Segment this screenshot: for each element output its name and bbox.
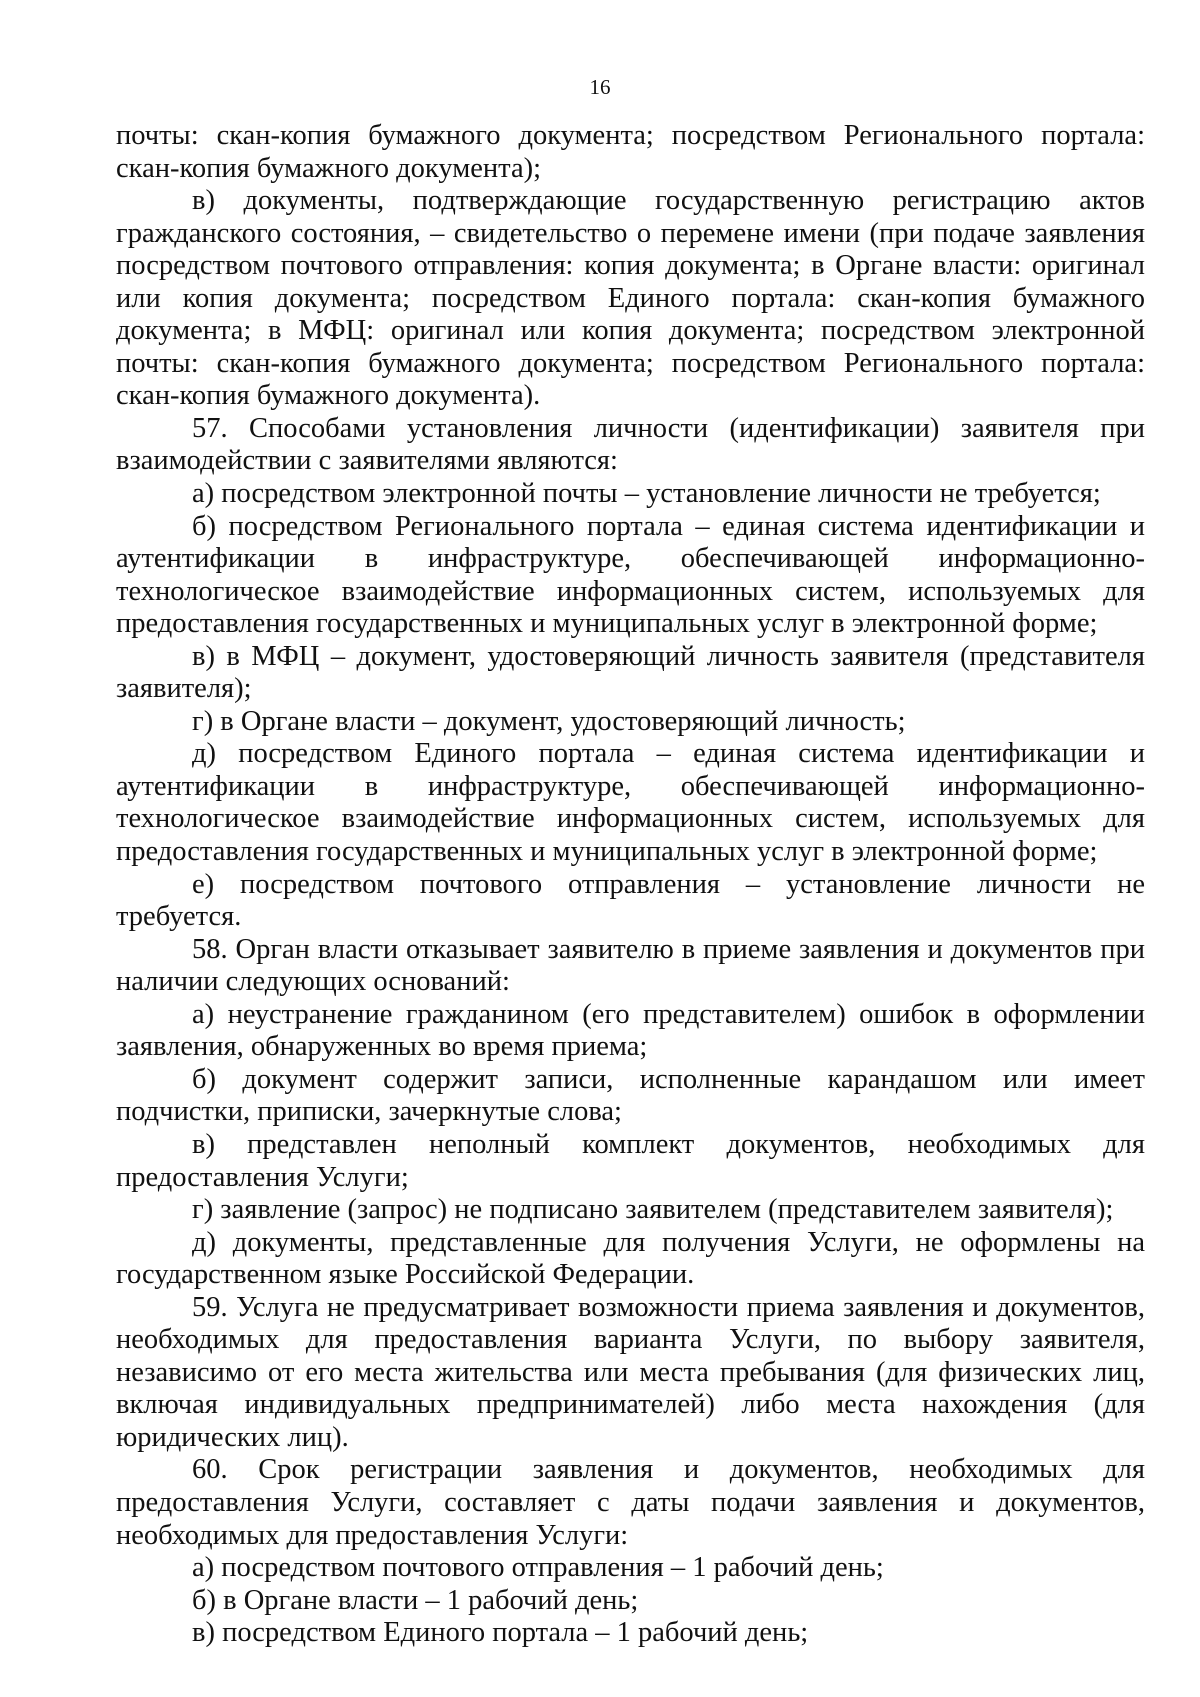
paragraph-58-g: г) заявление (запрос) не подписано заявителем (представителем заявителя);: [192, 1194, 1114, 1226]
paragraph-59: 59. Услуга не предусматривает возможности приема заявления и документов, необходимых для предоставления варианта Услуги, по выбору заявителя, независимо от его места жительства или места пребывания (для физических лиц, включая индивидуальных предпринимателей) либо места нахождения (для юридических лиц).: [116, 1291, 1145, 1453]
paragraph-60-b: б) в Органе власти – 1 рабочий день;: [192, 1584, 639, 1616]
paragraph-60-v: в) посредством Единого портала – 1 рабочий день;: [192, 1617, 809, 1649]
paragraph-58-a: а) неустранение гражданином (его представителем) ошибок в оформлении заявления, обнаруженных во время приема;: [116, 998, 1145, 1063]
paragraph-57-b: б) посредством Регионального портала – единая система идентификации и аутентификации в инфраструктуре, обеспечивающей информационно-технологическое взаимодействие информационных систем, используемых для предоставления государственных и муниципальных услуг в электронной форме;: [116, 510, 1145, 640]
paragraph-57-d: д) посредством Единого портала – единая система идентификации и аутентификации в инфраструктуре, обеспечивающей информационно-технологическое взаимодействие информационных систем, используемых для предоставления государственных и муниципальных услуг в электронной форме;: [116, 738, 1145, 868]
document-body: [116, 120, 1145, 1650]
paragraph-58-d: д) документы, представленные для получения Услуги, не оформлены на государственном языке Российской Федерации.: [116, 1226, 1145, 1291]
paragraph-57-g: г) в Органе власти – документ, удостоверяющий личность;: [192, 705, 906, 737]
paragraph-item-v-civil-registration: в) документы, подтверждающие государственную регистрацию актов гражданского состояния, – свидетельство о перемене имени (при подаче заявления посредством почтового отправления: копия документа; в Органе власти: оригинал или копия документа; посредством Единого портала: скан-копия бумажного документа; в МФЦ: оригинал или копия документа; посредством электронной почты: скан-копия бумажного документа; посредством Регионального портала: скан-копия бумажного документа).: [116, 185, 1145, 412]
paragraph-57-a: а) посредством электронной почты – установление личности не требуется;: [192, 478, 1101, 510]
paragraph-58-b: б) документ содержит записи, исполненные карандашом или имеет подчистки, приписки, зачеркнутые слова;: [116, 1063, 1145, 1128]
paragraph-57: 57. Способами установления личности (идентификации) заявителя при взаимодействии с заявителями являются:: [116, 412, 1145, 477]
paragraph-58-v: в) представлен неполный комплект документов, необходимых для предоставления Услуги;: [116, 1128, 1145, 1193]
paragraph-57-v: в) в МФЦ – документ, удостоверяющий личность заявителя (представителя заявителя);: [116, 640, 1145, 705]
paragraph-60: 60. Срок регистрации заявления и документов, необходимых для предоставления Услуги, составляет с даты подачи заявления и документов, необходимых для предоставления Услуги:: [116, 1454, 1145, 1551]
paragraph-60-a: а) посредством почтового отправления – 1 рабочий день;: [192, 1552, 884, 1584]
page-number: 16: [589, 75, 611, 99]
paragraph-continuation: почты: скан-копия бумажного документа; посредством Регионального портала: скан-копия бумажного документа);: [116, 120, 1145, 184]
paragraph-57-e: е) посредством почтового отправления – установление личности не требуется.: [116, 868, 1145, 933]
paragraph-58: 58. Орган власти отказывает заявителю в приеме заявления и документов при наличии следующих оснований:: [116, 933, 1145, 998]
